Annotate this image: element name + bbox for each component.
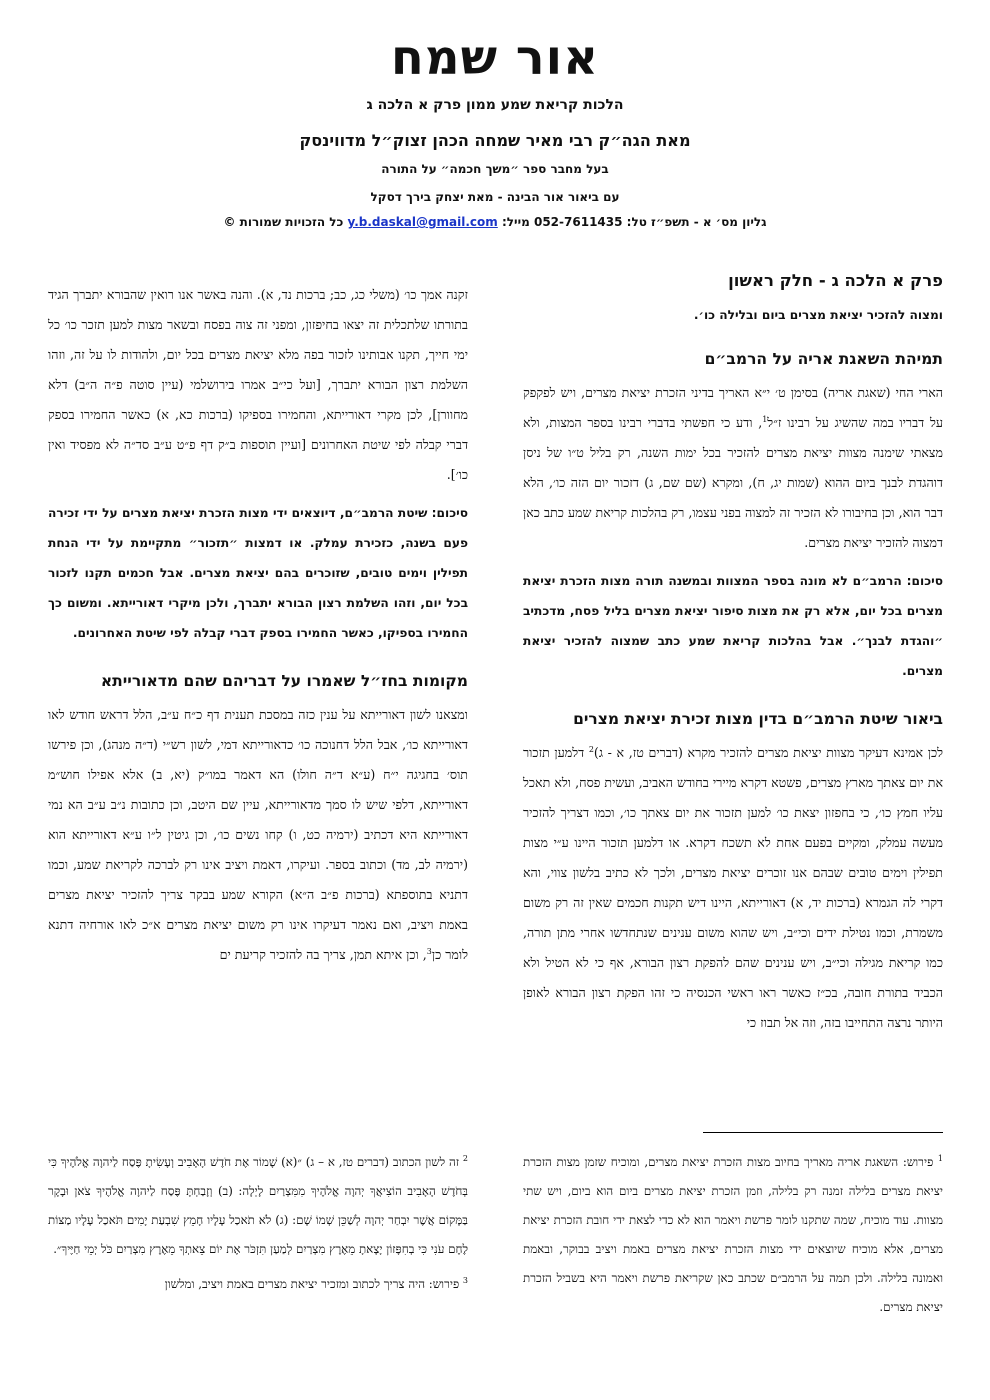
footnote-ref-1: 1 bbox=[762, 414, 768, 424]
section-title-3: מקומות בחז״ל שאמרו על דבריהם שהם מדאורייתא bbox=[100, 672, 468, 690]
summary-2: סיכום: שיטת הרמב״ם, דיוצאים ידי מצות הזכרת יציאת מצרים על ידי זכירה פעם בשנה, כזכירת עמלק. או דמצות ״תזכור״ מתקיימת על ידי הנחת תפילין וימים טובים, שזוכרים בהם יציאת מצרים. אבל חכמים תקנו לזכור בכל יום, וזהו השלמת רצון הבורא יתברך, ולכן מיקרי דאורייתא. ומשום כך החמירו בספיקו, כאשר החמירו בספק דברי קבלה לפי שיטת האחרונים. bbox=[48, 506, 468, 640]
author-note: בעל מחבר ספר ״משך חכמה״ על התורה bbox=[381, 162, 609, 176]
footnote-number-1: 1 bbox=[937, 1154, 943, 1164]
summary-1: סיכום: הרמב״ם לא מונה בספר המצוות ובמשנה תורה מצות הזכרת יציאת מצרים בכל יום, אלא רק את מצות סיפור יציאת מצרים בליל פסח, מדכתיב ״והגדת לבנך״. אבל בהלכות קריאת שמע כתב שמצוה להזכיר יציאת מצרים. bbox=[523, 574, 943, 678]
footnote-2-text: זה לשון הכתוב (דברים טז, א – ג) ״(א) שָׁמוֹר אֶת חֹדֶשׁ הָאָבִיב וְעָשִׂיתָ פֶּסַח לַיהוָה אֱלֹהֶיךָ כִּי בְּחֹדֶשׁ הָאָבִיב הוֹצִיאֲךָ יְהוָה אֱלֹהֶיךָ מִמִּצְרַיִם לָיְלָה: (ב) וְזָבַחְתָּ פֶּסַח לַיהוָה אֱלֹהֶיךָ צֹאן וּבָקָר בַּמָּקוֹם אֲשֶׁר יִבְחַר יְהוָה לְשַׁכֵּן שְׁמוֹ שָׁם: (ג) לֹא תֹאכַל עָלָיו חָמֵץ שִׁבְעַת יָמִים תֹּאכַל עָלָיו מַצּוֹת לֶחֶם עֹנִי כִּי בְחִפָּזוֹן יָצָאתָ מֵאֶרֶץ מִצְרַיִם לְמַעַן תִּזְכֹּר אֶת יוֹם צֵאתְךָ מֵאֶרֶץ מִצְרַיִם כֹּל יְמֵי חַיֶּיךָ״. bbox=[48, 1155, 468, 1256]
right-column bbox=[523, 270, 943, 1038]
email-link[interactable]: y.b.daskal@gmail.com bbox=[347, 215, 498, 229]
footnote-1 bbox=[523, 1148, 943, 1322]
footnote-3 bbox=[48, 1270, 468, 1299]
section-1-text: הארי החי (שאגת אריה) בסימן ט׳ י״א האריך בדיני הזכרת יציאת מצרים, ויש לפקפק על דבריו במה שהשיג על רבינו ז״ל$^1$, ודע כי חפשתי בדברי רבינו בספר המצות, ולא מצאתי שימנה מצוות יציאת מצרים להזכיר בכל ימות השנה, רק בליל ט״ו של ניסן דוהגדת לבנך ביום ההוא (שמות יג, ח), ומקרא (שם שם, ג) דזכור יום הזה כו׳, הלא דבר הוא, וכן בחיבורו לא הזכיר זה למצוה בפני עצמו, רק בהלכות קריאת שמע כתב כאן דמצוה להזכיר יציאת מצרים. bbox=[523, 385, 943, 550]
page-subtitle: הלכות קריאת שמע ממון פרק א הלכה ג bbox=[366, 97, 624, 113]
footnote-ref-3: 3 bbox=[426, 946, 432, 956]
section-3-text: ומצאנו לשון דאורייתא על ענין כזה במסכת תענית דף כ״ח ע״ב, הלל דראש חודש לאו דאורייתא כו׳, אבל הלל דחנוכה כו׳ כדאורייתא דמי, לשון רש״י (ד״ה מנהג), וכן פירשו תוס׳ בחגיגה י״ח (ע״א ד״ה חולו) הא דאמר במו״ק (יא, ב) אלא אפילו חוש״מ דאורייתא, דלפי שיש לו סמך מדאורייתא, עיין שם היטב, וכן כתובות נ״ב ע״ב הא נמי דאורייתא היא דכתיב (ירמיה כט, ו) קחו נשים כו׳, וכן גיטין ל״ו ע״א דאורייתא הוא (ירמיה לב, מד) וכתוב בספר. ועיקרו, דאמת ויציב אינו רק לברכה לקריאת שמע, וכמו דתניא בתוספתא (ברכות פ״ב ה״א) הקורא שמע בבקר צריך להזכיר יציאת מצרים באמת ויציב, ואם נאמר דעיקרו אינו רק משום יציאת מצרים א״כ לאו אורחיה דתנא לומר כן$^3$, וכן איתא תמן, צריך בה להזכיר קריעת ים bbox=[48, 707, 468, 962]
footnote-separator bbox=[703, 1132, 943, 1133]
author-line: מאת הגה״ק רבי מאיר שמחה הכהן זצוק״ל מדווינסק bbox=[299, 131, 691, 150]
chapter-title: פרק א הלכה ג - חלק ראשון bbox=[728, 271, 943, 290]
copyright-notice: כל הזכויות שמורות © bbox=[223, 215, 344, 229]
section-title-2: ביאור שיטת הרמב״ם בדין מצות זכירת יציאת מצרים bbox=[573, 710, 943, 728]
footnote-3-text: פירוש: היה צריך לכתוב ומזכיר יציאת מצרים באמת ויציב, ומלשון bbox=[164, 1277, 460, 1291]
halacha-quote: ומצוה להזכיר יציאת מצרים ביום ובלילה כו׳. bbox=[693, 308, 943, 322]
section-title-1: תמיהת השאגת אריה על הרמב״ם bbox=[704, 350, 943, 368]
left-text-1: זקנה אמך כו׳ (משלי כג, כב; ברכות נד, א). והנה באשר אנו רואין שהבורא יתברך הגיד בתורתו שלתכלית זה יצאו בחיפזון, ומפני זה צוה בפסח ובשאר מצות למען תזכר כו׳ כל ימי חייך, תקנו אבותינו לזכור בפה מלא יציאת מצרים בכל יום, ולהודות לו על זה, וזהו השלמת רצון הבורא יתברך, [ועל כי״ב אמרו בירושלמי (עיין סוטה פ״ה ה״ב) דלא מחוורן], לכן מקרי דאורייתא, והחמירו בספיקו (ברכות כא, א) כאשר החמירו בספק דברי קבלה לפי שיטת האחרונים [ועיין תוספות ב״ק דף פ״ט ע״ב סד״ה לא מפסיד ואין כו׳]. bbox=[48, 287, 468, 482]
footnote-2 bbox=[48, 1148, 468, 1264]
footnotes-left bbox=[48, 1148, 468, 1299]
footnote-ref-2: 2 bbox=[588, 744, 594, 754]
commentary-line: עם ביאור אור הבינה - מאת יצחק בירך דסקל bbox=[370, 190, 620, 204]
page-title: אור שמח bbox=[390, 30, 600, 86]
footnote-number-2: 2 bbox=[462, 1154, 469, 1164]
footnote-1-text: פירוש: השאגת אריה מאריך בחיוב מצות הזכרת יציאת מצרים, ומוכיח שזמן מצות הזכרת יציאת מצרים בלילה זמנה רק בלילה, וזמן הזכרת יציאת מצרים ביום הוא ביום, ויש שתי מצוות. עוד מוכיח, שמה שתקנו לומר פרשת ויאמר הוא לא כדי לצאת ידי חובת הזכרת יציאת מצרים, אלא מוכיח שיוצאים ידי מצות הזכרת יציאת מצרים באמת ויציב בבוקר, ובאמת ואמונה בלילה. ולכן תמה על הרמב״ם שכתב כאן שקריאת פרשת ויאמר היא בשביל הזכרת יציאת מצרים. bbox=[523, 1155, 943, 1314]
issue-contact-line bbox=[0, 215, 990, 229]
issue-info: גליון מס׳ א - תשפ״ז טל: 052-7611435 מייל: bbox=[501, 215, 767, 229]
left-column bbox=[48, 280, 468, 970]
section-2-text: לכן אמינא דעיקר מצוות יציאת מצרים להזכיר מקרא (דברים טז, א - ג)$^2$ דלמען תזכור את יום צאתך מארץ מצרים, פשטא דקרא מיירי בחודש האביב, ועשית פסח, ולא תאכל עליו חמץ כו׳, כי בחפזון יצאת כו׳ למען תזכור את יום צאתך כו׳, וכמו דצריך להזכיר מעשה עמלק, ומקיים בפעם אחת לא תשכח דקרא. או דלמען תזכור היינו ע״י מצות תפילין וימים טובים שבהם אנו זוכרים יציאת מצרים, ולכך לא כתיב בלשון צווי, והא דקרי לה הגמרא (ברכות יד, א) דאורייתא, היינו דיש תקנות חכמים שאין זה רק משום משמרת, וכמו נטילת ידים וכי״ב, ויש שהוא משום ענינים שנתחדשו אחרי מתן תורה, כמו קריאת מגילה וכי״ב, ויש ענינים שהם להפקת רצון הבורא, אף כי לא הטיל ולא הכביד בתורת חובה, בכ״ז כאשר ראו ראשי הכנסיה כי זהו הפקת רצון הבורא לאופן היותר נרצה התחייבו בזה, וזה אל תבוז כי bbox=[523, 744, 944, 1030]
footnote-number-3: 3 bbox=[462, 1276, 468, 1286]
